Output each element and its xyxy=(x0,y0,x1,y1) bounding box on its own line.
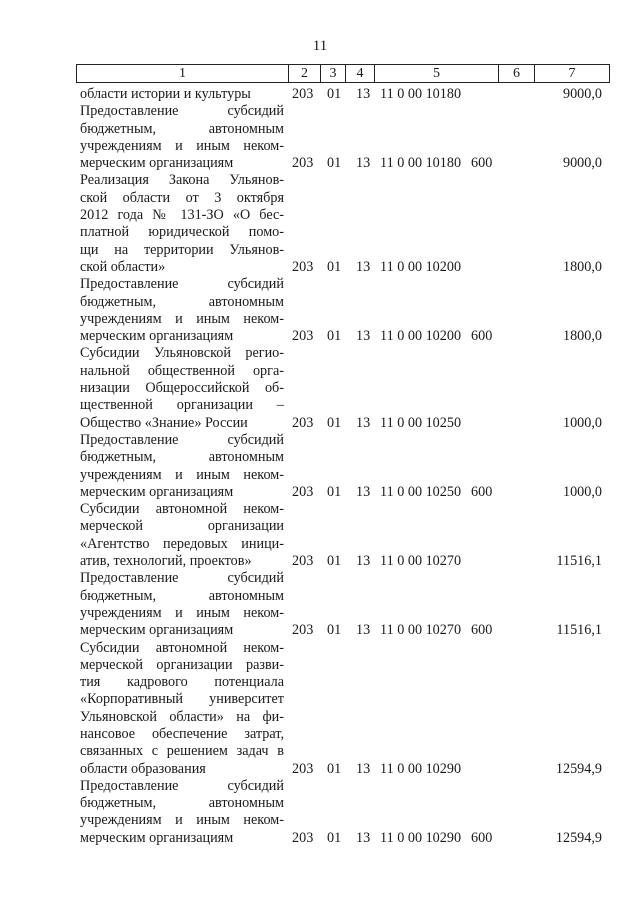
admin-code: 203 xyxy=(292,483,314,500)
description-line: Субсидии Ульяновской регио- xyxy=(80,345,284,362)
admin-code: 203 xyxy=(292,258,314,275)
header-col-5: 5 xyxy=(374,65,498,82)
row-codes xyxy=(0,328,640,345)
subsection-code: 13 xyxy=(356,829,371,846)
description-line: мерческим организациям xyxy=(80,328,234,345)
section-code: 01 xyxy=(327,414,342,431)
description-line: Предоставление субсидий xyxy=(80,777,284,794)
admin-code: 203 xyxy=(292,829,314,846)
table-row xyxy=(0,501,640,570)
amount: 12594,9 xyxy=(555,829,602,846)
description-line: «Агентство передовых иници- xyxy=(80,535,284,552)
row-codes xyxy=(0,415,640,432)
target-article-code: 11 0 00 10250 xyxy=(380,483,462,500)
description-line: Предоставление субсидий xyxy=(80,570,284,587)
amount: 1800,0 xyxy=(562,258,602,275)
description-line: Предоставление субсидий xyxy=(80,276,284,293)
section-code: 01 xyxy=(327,760,342,777)
description-line: атив, технологий, проектов» xyxy=(80,553,252,570)
target-article-code: 11 0 00 10180 xyxy=(380,155,462,172)
subsection-code: 13 xyxy=(356,155,371,172)
description-line: мерческим организациям xyxy=(80,622,234,639)
table-row xyxy=(0,432,640,501)
description-line: связанных с решением задач в xyxy=(80,743,284,760)
subsection-code: 13 xyxy=(356,553,371,570)
description-line: мерческой организации xyxy=(80,518,284,535)
description-line: учреждениям и иным неком- xyxy=(80,466,284,483)
description-line: Ульяновской области» на фи- xyxy=(80,708,284,725)
description-line: тия кадрового потенциала xyxy=(80,674,284,691)
admin-code: 203 xyxy=(292,86,314,102)
header-col-4: 4 xyxy=(345,65,374,82)
section-code: 01 xyxy=(327,258,342,275)
description-line: ской области» xyxy=(80,258,166,275)
section-code: 01 xyxy=(327,483,342,500)
table-row xyxy=(0,86,640,103)
header-col-6: 6 xyxy=(498,65,534,82)
expense-type-code: 600 xyxy=(471,483,493,500)
admin-code: 203 xyxy=(292,155,314,172)
amount: 11516,1 xyxy=(556,622,602,639)
header-col-2: 2 xyxy=(288,65,320,82)
amount: 1000,0 xyxy=(562,414,602,431)
table-row xyxy=(0,640,640,778)
page-number: 11 xyxy=(312,38,328,54)
admin-code: 203 xyxy=(292,622,314,639)
expense-type-code: 600 xyxy=(471,155,493,172)
row-codes xyxy=(0,830,640,847)
subsection-code: 13 xyxy=(356,414,371,431)
header-col-3: 3 xyxy=(320,65,345,82)
description-line: бюджетным, автономным xyxy=(80,293,284,310)
description-line: «Корпоративный университет xyxy=(80,691,284,708)
amount: 12594,9 xyxy=(555,760,602,777)
table-row xyxy=(0,172,640,276)
table-row xyxy=(0,570,640,639)
row-codes xyxy=(0,761,640,778)
target-article-code: 11 0 00 10180 xyxy=(380,86,462,102)
subsection-code: 13 xyxy=(356,483,371,500)
admin-code: 203 xyxy=(292,553,314,570)
description-line: низации Общероссийской об- xyxy=(80,380,284,397)
description-line: мерческой организации разви- xyxy=(80,656,284,673)
description-line: Предоставление субсидий xyxy=(80,431,284,448)
description-line: Субсидии автономной неком- xyxy=(80,501,284,518)
admin-code: 203 xyxy=(292,328,314,345)
section-code: 01 xyxy=(327,155,342,172)
description-line: учреждениям и иным неком- xyxy=(80,812,284,829)
description-line: щественной организации – xyxy=(80,397,284,414)
description-line: мерческим организациям xyxy=(80,155,234,172)
description-line: Реализация Закона Ульянов- xyxy=(80,172,284,189)
description-line: платной юридической помо- xyxy=(80,224,284,241)
description-line: области образования xyxy=(80,760,206,777)
target-article-code: 11 0 00 10290 xyxy=(380,760,462,777)
description-line: щи на территории Ульянов- xyxy=(80,241,284,258)
amount: 1000,0 xyxy=(562,483,602,500)
admin-code: 203 xyxy=(292,760,314,777)
description-line: мерческим организациям xyxy=(80,483,234,500)
expense-type-code: 600 xyxy=(471,328,493,345)
subsection-code: 13 xyxy=(356,328,371,345)
target-article-code: 11 0 00 10270 xyxy=(380,553,462,570)
header-col-1: 1 xyxy=(179,66,186,81)
description-line: Субсидии автономной неком- xyxy=(80,639,284,656)
section-code: 01 xyxy=(327,86,342,102)
description-line: нансовое обеспечение затрат, xyxy=(80,725,284,742)
description-line: Предоставление субсидий xyxy=(80,103,284,120)
description-line: мерческим организациям xyxy=(80,829,234,846)
amount: 9000,0 xyxy=(562,86,602,102)
section-code: 01 xyxy=(327,829,342,846)
target-article-code: 11 0 00 10200 xyxy=(380,328,462,345)
expense-type-code: 600 xyxy=(471,829,493,846)
row-codes xyxy=(0,553,640,570)
row-codes xyxy=(0,484,640,501)
table-row xyxy=(0,345,640,431)
subsection-code: 13 xyxy=(356,86,371,102)
admin-code: 203 xyxy=(292,414,314,431)
row-codes xyxy=(0,259,640,276)
description-line: области истории и культуры xyxy=(80,86,251,102)
description-line: учреждениям и иным неком- xyxy=(80,604,284,621)
table-body xyxy=(0,86,640,847)
description-line: учреждениям и иным неком- xyxy=(80,137,284,154)
subsection-code: 13 xyxy=(356,622,371,639)
description-line: бюджетным, автономным xyxy=(80,120,284,137)
description-line: Общество «Знание» России xyxy=(80,414,248,431)
target-article-code: 11 0 00 10270 xyxy=(380,622,462,639)
table-row xyxy=(0,276,640,345)
description-line: ской области от 3 октября xyxy=(80,189,284,206)
description-line: бюджетным, автономным xyxy=(80,449,284,466)
table-row xyxy=(0,103,640,172)
row-codes xyxy=(0,155,640,172)
amount: 9000,0 xyxy=(562,155,602,172)
description-line: бюджетным, автономным xyxy=(80,795,284,812)
section-code: 01 xyxy=(327,622,342,639)
amount: 1800,0 xyxy=(562,328,602,345)
subsection-code: 13 xyxy=(356,258,371,275)
section-code: 01 xyxy=(327,328,342,345)
amount: 11516,1 xyxy=(556,553,602,570)
description-line: 2012 года № 131-ЗО «О бес- xyxy=(80,207,284,224)
section-code: 01 xyxy=(327,553,342,570)
expense-type-code: 600 xyxy=(471,622,493,639)
row-codes xyxy=(0,86,640,103)
table-row xyxy=(0,778,640,847)
description-line: нальной общественной орга- xyxy=(80,362,284,379)
subsection-code: 13 xyxy=(356,760,371,777)
row-codes xyxy=(0,622,640,639)
target-article-code: 11 0 00 10290 xyxy=(380,829,462,846)
header-col-7: 7 xyxy=(534,65,609,82)
description-line: учреждениям и иным неком- xyxy=(80,310,284,327)
table-header xyxy=(76,64,610,83)
description-line: бюджетным, автономным xyxy=(80,587,284,604)
target-article-code: 11 0 00 10200 xyxy=(380,258,462,275)
target-article-code: 11 0 00 10250 xyxy=(380,414,462,431)
row-description xyxy=(80,640,284,778)
